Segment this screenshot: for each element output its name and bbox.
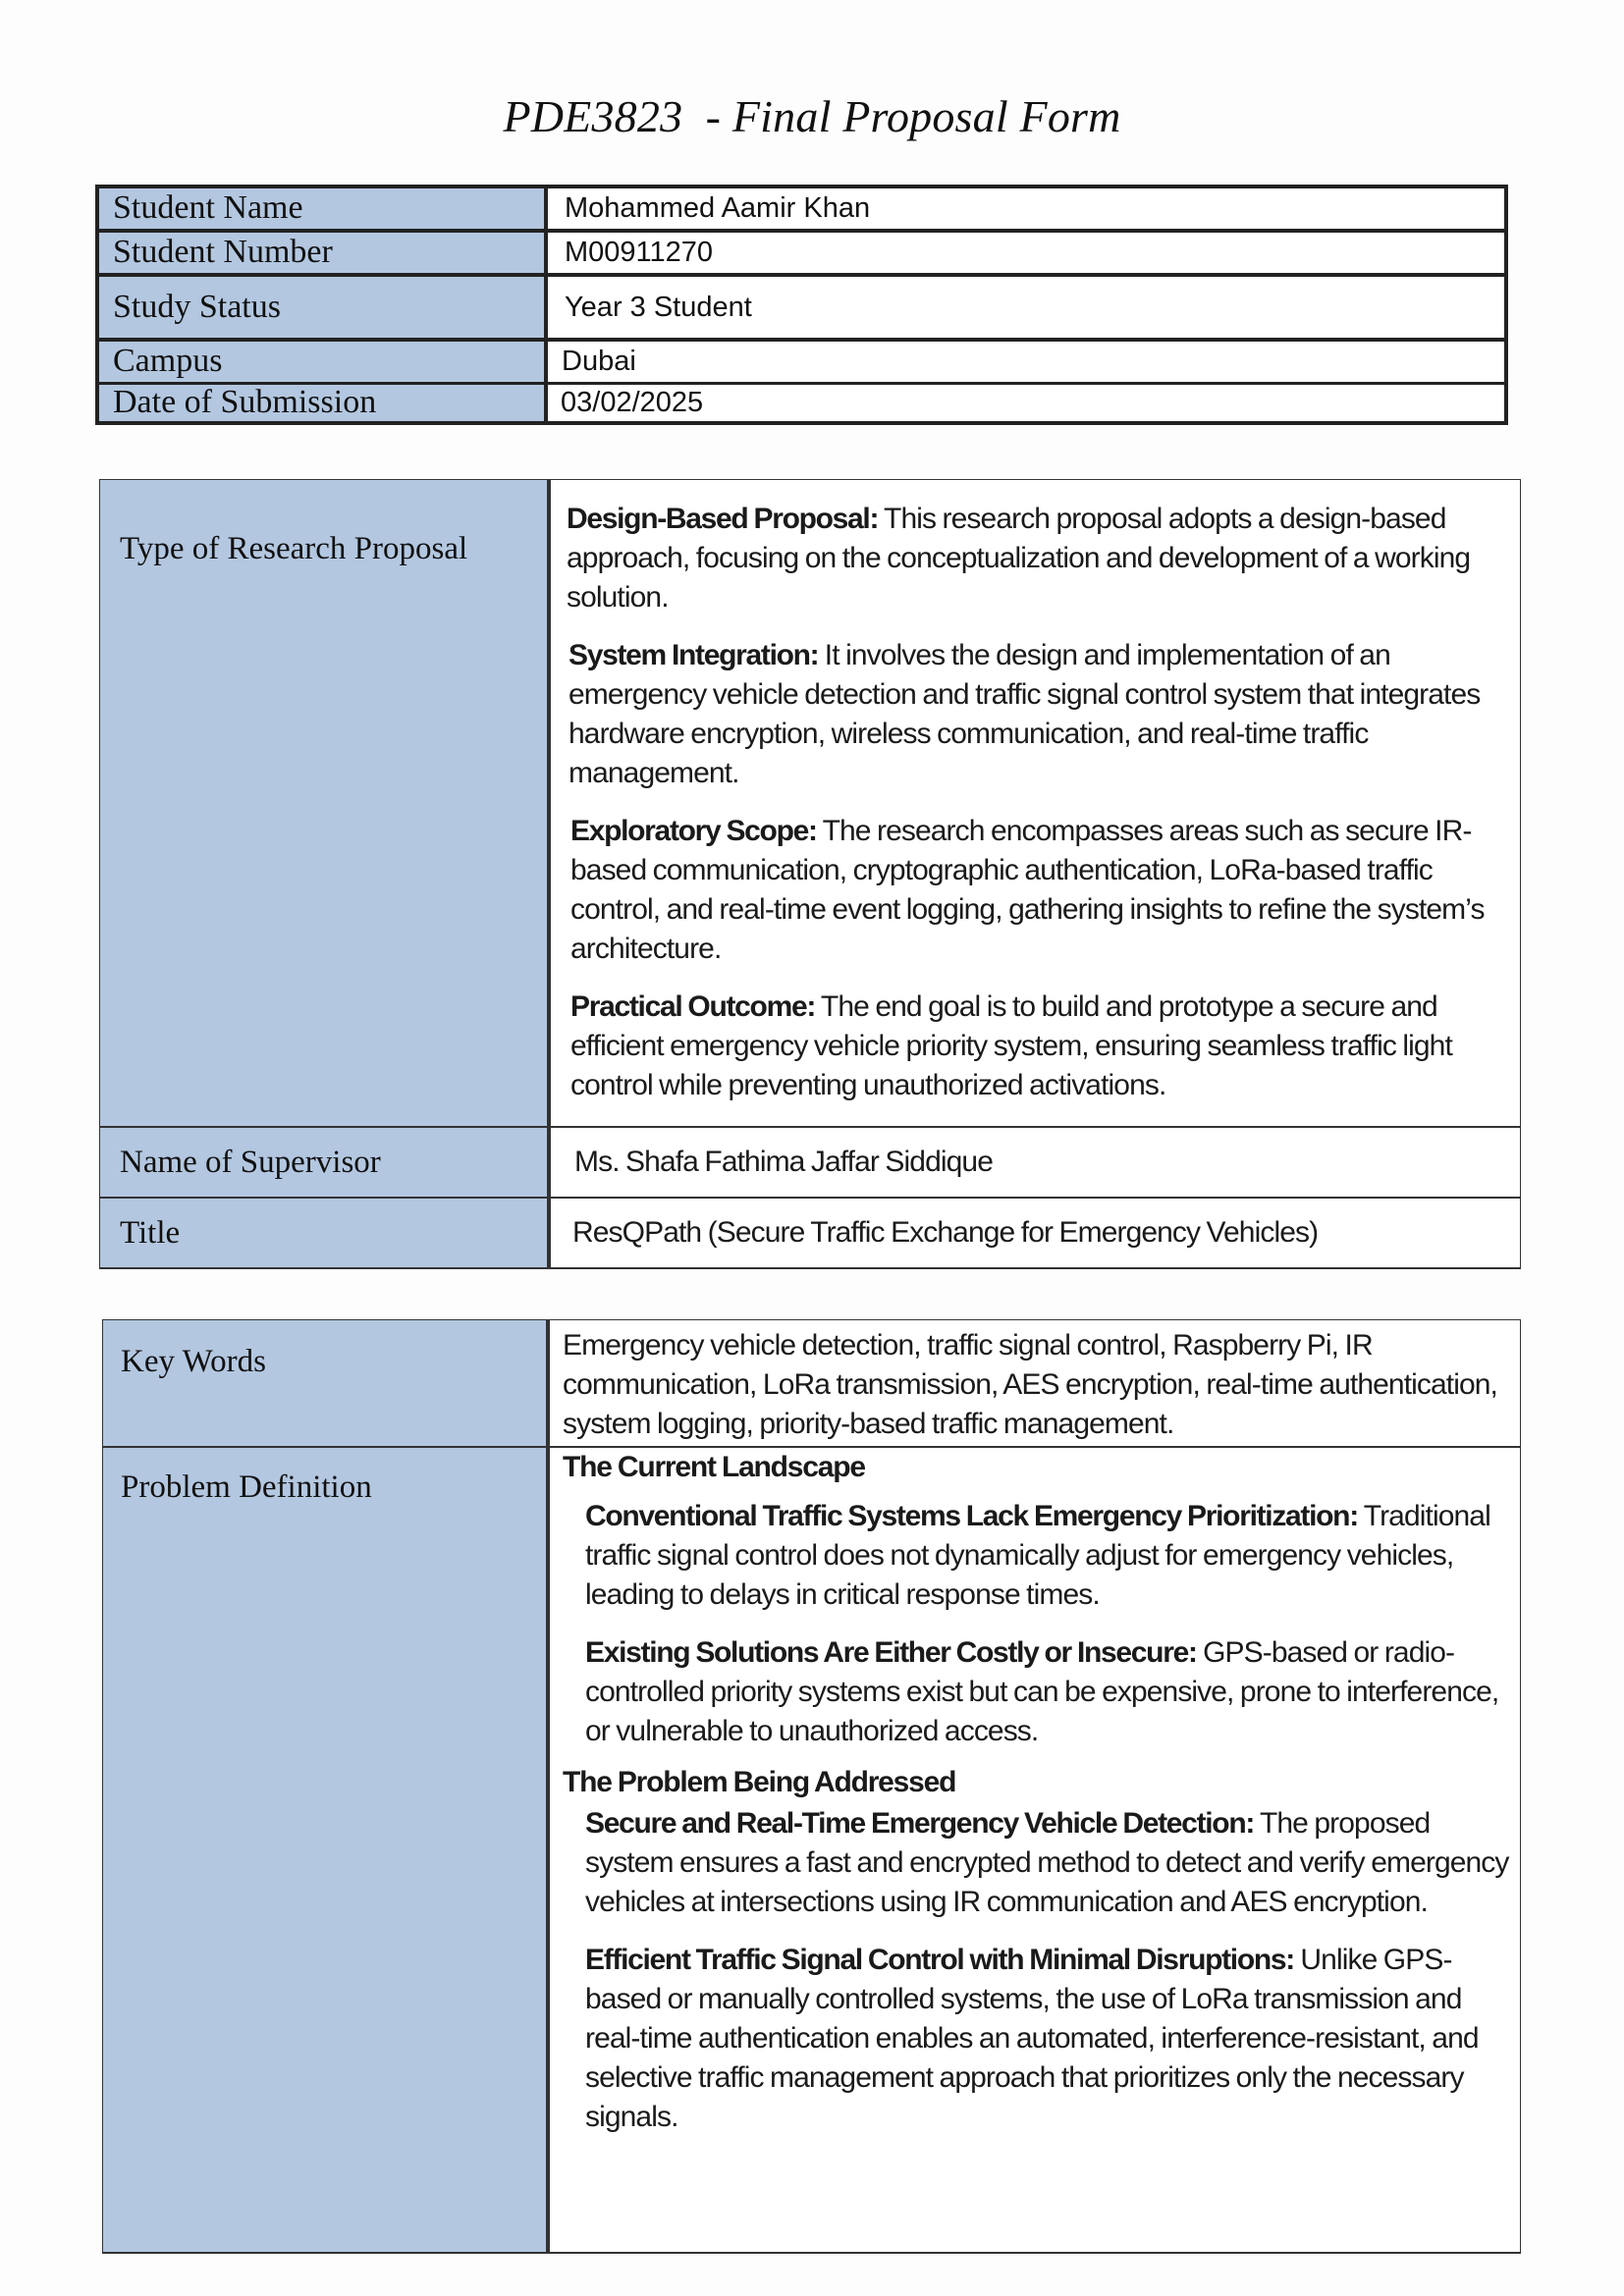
item-text: Traditional traffic signal control does not dynamically adjust for emergency vehicles, leading to delays in critical response times. — [585, 1500, 1490, 1611]
supervisor-row — [100, 1128, 1520, 1197]
item-text: Unlike GPS-based or manually controlled systems, the use of LoRa transmission and real-time authentication enables an automated, interference-resistant, and selective traffic management approach that prioritizes only the necessary signals. — [585, 1944, 1479, 2133]
system-integration-paragraph — [567, 636, 1510, 793]
paragraph-text: This research proposal adopts a design-based approach, focusing on the conceptualization and development of a working solution. — [567, 503, 1471, 614]
page-title: PDE3823 - Final Proposal Form — [503, 91, 1121, 141]
problem-item — [585, 1804, 1514, 1922]
paragraph-text: The research encompasses areas such as secure IR-based communication, cryptographic authentication, LoRa-based traffic control, and real-time event logging, gathering insights to refine the system’s architecture. — [570, 815, 1485, 965]
problem-addressed-items — [563, 1804, 1514, 2137]
submission-date-value: 03/02/2025 — [548, 385, 1504, 421]
section-heading-current-landscape: The Current Landscape — [563, 1451, 865, 1483]
keywords-row — [103, 1320, 1520, 1446]
practical-outcome-paragraph — [567, 988, 1510, 1105]
student-name-value: Mohammed Aamir Khan — [548, 188, 1504, 229]
problem-definition-row — [103, 1448, 1520, 2252]
problem-definition-value — [550, 1448, 1520, 2252]
submission-date-row — [99, 385, 1504, 421]
study-status-row — [99, 277, 1504, 338]
campus-value: Dubai — [548, 342, 1504, 382]
exploratory-scope-paragraph — [567, 812, 1510, 969]
keywords-value: Emergency vehicle detection, traffic signal control, Raspberry Pi, IR communication, LoRa transmission, AES encryption, real-time authentication, system logging, priority-based traffic management. — [550, 1320, 1520, 1446]
project-title-label: Title — [100, 1199, 547, 1267]
paragraph-heading: Design-Based Proposal: — [567, 503, 879, 535]
student-number-label: Student Number — [99, 233, 544, 273]
student-name-row — [99, 188, 1504, 229]
student-number-value: M00911270 — [548, 233, 1504, 273]
paragraph-text: The end goal is to build and prototype a secure and efficient emergency vehicle priority system, ensuring seamless traffic light control while preventing unauthorized activations. — [570, 990, 1452, 1101]
campus-row — [99, 342, 1504, 382]
project-title-value: ResQPath (Secure Traffic Exchange for Emergency Vehicles) — [551, 1199, 1520, 1267]
campus-label: Campus — [99, 342, 544, 382]
item-heading: Existing Solutions Are Either Costly or Insecure: — [585, 1636, 1197, 1669]
current-landscape-items — [563, 1497, 1514, 1751]
item-text: GPS-based or radio-controlled priority systems exist but can be expensive, prone to interference, or vulnerable to unauthorized access. — [585, 1636, 1499, 1747]
student-number-row — [99, 233, 1504, 273]
keywords-label: Key Words — [103, 1320, 546, 1446]
submission-date-label: Date of Submission — [99, 385, 544, 421]
research-type-label: Type of Research Proposal — [100, 480, 547, 1126]
item-text: The proposed system ensures a fast and encrypted method to detect and verify emergency vehicles at intersections using IR communication and AES encryption. — [585, 1807, 1509, 1918]
study-status-label: Study Status — [99, 277, 544, 338]
study-status-value: Year 3 Student — [548, 277, 1504, 338]
paragraph-text: It involves the design and implementation of an emergency vehicle detection and traffic signal control system that integrates hardware encryption, wireless communication, and real-time traffic management. — [568, 639, 1481, 789]
problem-item — [585, 1941, 1514, 2137]
supervisor-label: Name of Supervisor — [100, 1128, 547, 1197]
research-type-value — [551, 480, 1520, 1126]
item-heading: Secure and Real-Time Emergency Vehicle Detection: — [585, 1807, 1255, 1840]
paragraph-heading: Exploratory Scope: — [570, 815, 817, 847]
paragraph-heading: System Integration: — [568, 639, 819, 671]
item-heading: Efficient Traffic Signal Control with Minimal Disruptions: — [585, 1944, 1294, 1976]
research-type-row — [100, 480, 1520, 1126]
section-heading-problem-addressed: The Problem Being Addressed — [563, 1766, 956, 1798]
proposal-table — [99, 479, 1521, 1269]
item-heading: Conventional Traffic Systems Lack Emergency Prioritization: — [585, 1500, 1358, 1532]
paragraph-heading: Practical Outcome: — [570, 990, 816, 1023]
student-info-table — [95, 185, 1508, 425]
project-title-row — [100, 1199, 1520, 1267]
student-name-label: Student Name — [99, 188, 544, 229]
problem-item — [585, 1633, 1514, 1751]
design-based-paragraph — [567, 500, 1510, 617]
problem-definition-label: Problem Definition — [103, 1448, 546, 2252]
supervisor-value: Ms. Shafa Fathima Jaffar Siddique — [551, 1128, 1520, 1197]
problem-item — [585, 1497, 1514, 1615]
details-table — [102, 1319, 1521, 2254]
